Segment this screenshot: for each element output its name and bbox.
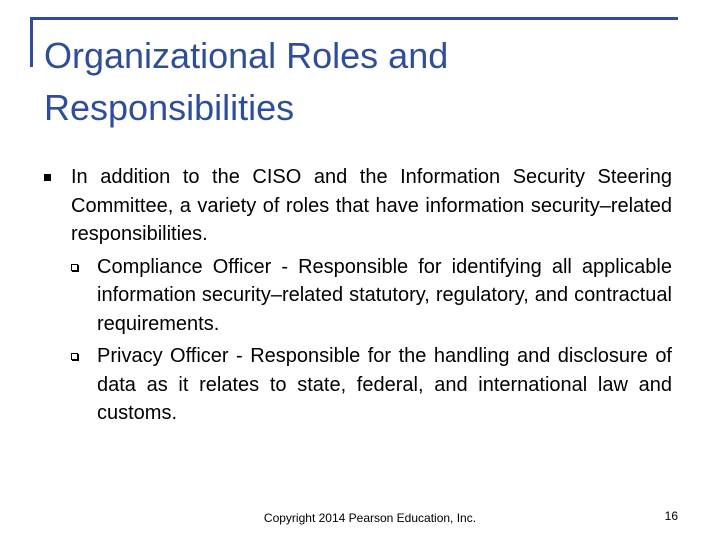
slide-title: Organizational Roles and Responsibilities: [44, 35, 449, 128]
sub-bullet-compliance-officer: [44, 253, 672, 339]
bullet-intro-text: In addition to the CISO and the Information Security Steering Committee, a variety of roles that have information security–related responsibilities.: [71, 166, 672, 245]
sub-bullet-text: Privacy Officer - Responsible for the handling and disclosure of data as it relates to state, federal, and international law and customs.: [97, 345, 672, 424]
bullet-intro: [44, 163, 672, 249]
title-frame-top-rule: [30, 17, 678, 20]
copyright-footer: Copyright 2014 Pearson Education, Inc.: [263, 511, 477, 525]
sub-bullet-text: Compliance Officer - Responsible for identifying all applicable information security–related statutory, regulatory, and contractual requirements.: [97, 255, 672, 335]
hollow-square-bullet-icon: [71, 264, 78, 271]
sub-bullet-privacy-officer: [44, 342, 672, 428]
title-frame-left-rule: [30, 17, 33, 67]
hollow-square-bullet-icon: [71, 353, 78, 360]
square-bullet-icon: [44, 174, 51, 181]
page-number: 16: [664, 509, 678, 523]
slide-body: [44, 163, 672, 428]
